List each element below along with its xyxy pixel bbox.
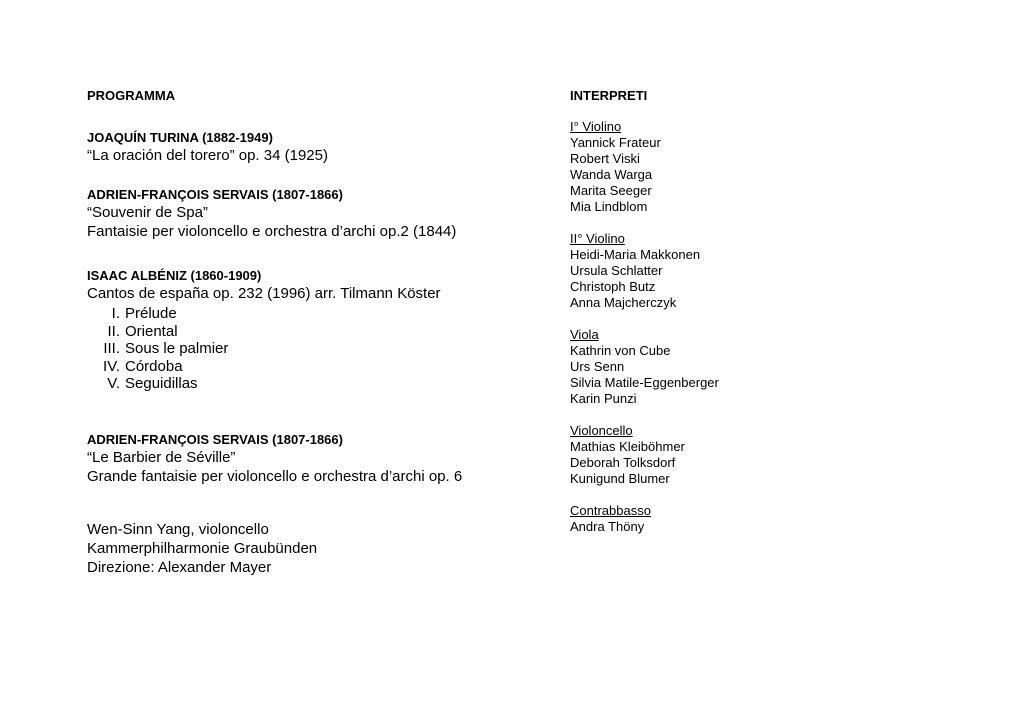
programma-column — [87, 87, 527, 577]
movement-title: Córdoba — [125, 357, 183, 375]
member-name: Wanda Warga — [570, 167, 653, 182]
member-name: Ursula Schlatter — [570, 263, 663, 278]
member-name: Heidi-Maria Makkonen — [570, 247, 701, 262]
movement-title: Seguidillas — [125, 375, 198, 392]
orchestra: Kammerphilharmonie Graubünden — [87, 539, 318, 557]
interpreti-column — [570, 87, 930, 535]
section-title: Viola — [570, 327, 599, 342]
section-violino-2 — [570, 231, 930, 311]
movement-item — [87, 358, 527, 376]
section-violino-1 — [570, 119, 930, 215]
work-title: “Le Barbier de Séville” — [87, 448, 236, 466]
movement-item — [87, 323, 527, 341]
member-name: Robert Viski — [570, 151, 640, 166]
performer-credits — [87, 520, 527, 577]
movement-list — [87, 305, 527, 393]
work-albeniz — [87, 267, 527, 393]
movement-item — [87, 305, 527, 323]
section-contrabbasso — [570, 503, 930, 535]
work-servais-barbier — [87, 431, 527, 486]
interpreti-heading: INTERPRETI — [570, 88, 648, 103]
member-name: Mathias Kleiböhmer — [570, 439, 685, 454]
member-name: Deborah Tolksdorf — [570, 455, 676, 470]
member-name: Andra Thöny — [570, 519, 645, 534]
conductor: Direzione: Alexander Mayer — [87, 558, 272, 576]
movement-number: II. — [107, 322, 120, 340]
movement-number: I. — [111, 305, 120, 322]
section-title: Violoncello — [570, 423, 633, 438]
section-title: II° Violino — [570, 231, 625, 246]
work-title: Cantos de españa op. 232 (1996) arr. Tilmann Köster — [87, 285, 441, 302]
member-name: Yannick Frateur — [570, 135, 661, 150]
movement-number: III. — [103, 340, 120, 357]
work-title: “Souvenir de Spa” — [87, 204, 208, 221]
composer-name: ADRIEN-FRANÇOIS SERVAIS (1807-1866) — [87, 431, 343, 447]
section-viola — [570, 327, 930, 407]
composer-name: ISAAC ALBÉNIZ (1860-1909) — [87, 268, 262, 283]
section-violoncello — [570, 423, 930, 487]
member-name: Kathrin von Cube — [570, 343, 671, 358]
member-name: Christoph Butz — [570, 279, 656, 294]
work-turina — [87, 129, 527, 165]
member-name: Kunigund Blumer — [570, 471, 670, 486]
work-servais-spa — [87, 186, 527, 241]
member-name: Marita Seeger — [570, 183, 652, 198]
member-name: Anna Majcherczyk — [570, 295, 677, 310]
movement-item — [87, 375, 527, 393]
movement-title: Prélude — [125, 305, 177, 322]
work-subtitle: Grande fantaisie per violoncello e orchestra d’archi op. 6 — [87, 467, 463, 485]
work-title: “La oración del torero” op. 34 (1925) — [87, 147, 328, 164]
movement-number: IV. — [103, 357, 120, 375]
member-name: Karin Punzi — [570, 391, 637, 406]
composer-name: ADRIEN-FRANÇOIS SERVAIS (1807-1866) — [87, 187, 343, 202]
composer-name: JOAQUÍN TURINA (1882-1949) — [87, 130, 273, 145]
member-name: Silvia Matile-Eggenberger — [570, 375, 719, 390]
work-subtitle: Fantaisie per violoncello e orchestra d’archi op.2 (1844) — [87, 223, 457, 240]
movement-item — [87, 340, 527, 358]
movement-title: Oriental — [125, 322, 178, 340]
section-title: Contrabbasso — [570, 503, 651, 518]
movement-number: V. — [107, 375, 120, 392]
movement-title: Sous le palmier — [125, 340, 229, 357]
programma-heading: PROGRAMMA — [87, 88, 176, 103]
member-name: Urs Senn — [570, 359, 625, 374]
member-name: Mia Lindblom — [570, 199, 648, 214]
soloist: Wen-Sinn Yang, violoncello — [87, 520, 269, 538]
section-title: I° Violino — [570, 119, 622, 134]
